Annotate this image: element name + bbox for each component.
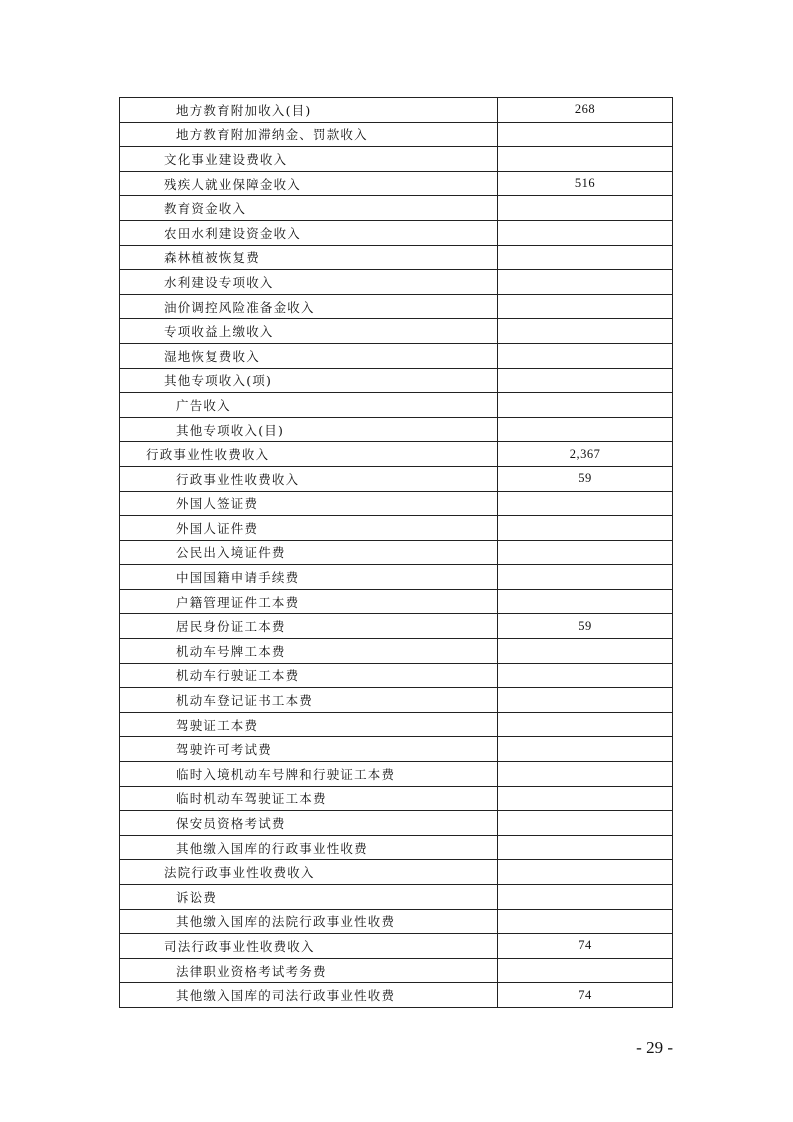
row-amount-cell bbox=[498, 958, 673, 983]
table-row bbox=[120, 762, 673, 787]
row-name-cell: 机动车行驶证工本费 bbox=[120, 663, 498, 688]
row-name-cell: 诉讼费 bbox=[120, 885, 498, 910]
row-name-cell: 其他专项收入(项) bbox=[120, 368, 498, 393]
row-amount-cell bbox=[498, 196, 673, 221]
row-name-cell: 其他缴入国库的司法行政事业性收费 bbox=[120, 983, 498, 1008]
table-row bbox=[120, 466, 673, 491]
row-amount-cell: 59 bbox=[498, 466, 673, 491]
table-row bbox=[120, 688, 673, 713]
row-amount-cell bbox=[498, 762, 673, 787]
row-amount-cell bbox=[498, 122, 673, 147]
page-number: - 29 - bbox=[636, 1038, 673, 1057]
table-row bbox=[120, 737, 673, 762]
row-amount-cell bbox=[498, 811, 673, 836]
budget-table bbox=[119, 97, 673, 1008]
row-amount-cell bbox=[498, 639, 673, 664]
row-amount-cell bbox=[498, 540, 673, 565]
row-name-cell: 户籍管理证件工本费 bbox=[120, 589, 498, 614]
row-amount-cell: 516 bbox=[498, 171, 673, 196]
row-amount-cell bbox=[498, 319, 673, 344]
row-name-cell: 文化事业建设费收入 bbox=[120, 147, 498, 172]
table-row bbox=[120, 639, 673, 664]
row-amount-cell: 59 bbox=[498, 614, 673, 639]
row-amount-cell bbox=[498, 663, 673, 688]
row-amount-cell bbox=[498, 589, 673, 614]
row-amount-cell bbox=[498, 368, 673, 393]
row-amount-cell bbox=[498, 491, 673, 516]
row-name-cell: 临时入境机动车号牌和行驶证工本费 bbox=[120, 762, 498, 787]
row-amount-cell bbox=[498, 712, 673, 737]
row-amount-cell bbox=[498, 343, 673, 368]
row-name-cell: 其他专项收入(目) bbox=[120, 417, 498, 442]
row-amount-cell bbox=[498, 786, 673, 811]
row-amount-cell bbox=[498, 885, 673, 910]
table-row bbox=[120, 220, 673, 245]
row-amount-cell bbox=[498, 835, 673, 860]
row-amount-cell bbox=[498, 688, 673, 713]
row-name-cell: 居民身份证工本费 bbox=[120, 614, 498, 639]
table-row bbox=[120, 171, 673, 196]
row-name-cell: 森林植被恢复费 bbox=[120, 245, 498, 270]
row-name-cell: 教育资金收入 bbox=[120, 196, 498, 221]
row-name-cell: 法律职业资格考试考务费 bbox=[120, 958, 498, 983]
table-row bbox=[120, 909, 673, 934]
row-amount-cell: 74 bbox=[498, 983, 673, 1008]
row-name-cell: 行政事业性收费收入 bbox=[120, 442, 498, 467]
row-name-cell: 公民出入境证件费 bbox=[120, 540, 498, 565]
table-body bbox=[120, 98, 673, 1008]
row-name-cell: 农田水利建设资金收入 bbox=[120, 220, 498, 245]
row-amount-cell bbox=[498, 220, 673, 245]
table-row bbox=[120, 98, 673, 123]
row-name-cell: 其他缴入国库的法院行政事业性收费 bbox=[120, 909, 498, 934]
table-row bbox=[120, 983, 673, 1008]
row-amount-cell: 268 bbox=[498, 98, 673, 123]
table-row bbox=[120, 565, 673, 590]
table-row bbox=[120, 368, 673, 393]
row-name-cell: 临时机动车驾驶证工本费 bbox=[120, 786, 498, 811]
row-amount-cell bbox=[498, 565, 673, 590]
row-amount-cell bbox=[498, 393, 673, 418]
table-row bbox=[120, 811, 673, 836]
row-name-cell: 专项收益上缴收入 bbox=[120, 319, 498, 344]
row-amount-cell bbox=[498, 909, 673, 934]
table-row bbox=[120, 540, 673, 565]
table-row bbox=[120, 614, 673, 639]
row-name-cell: 机动车登记证书工本费 bbox=[120, 688, 498, 713]
table-row bbox=[120, 122, 673, 147]
row-amount-cell bbox=[498, 147, 673, 172]
table-row bbox=[120, 270, 673, 295]
row-name-cell: 油价调控风险准备金收入 bbox=[120, 294, 498, 319]
row-name-cell: 广告收入 bbox=[120, 393, 498, 418]
table-row bbox=[120, 958, 673, 983]
row-name-cell: 机动车号牌工本费 bbox=[120, 639, 498, 664]
row-name-cell: 保安员资格考试费 bbox=[120, 811, 498, 836]
row-name-cell: 驾驶证工本费 bbox=[120, 712, 498, 737]
table-row bbox=[120, 589, 673, 614]
table-row bbox=[120, 196, 673, 221]
row-amount-cell bbox=[498, 245, 673, 270]
row-amount-cell bbox=[498, 417, 673, 442]
row-amount-cell: 2,367 bbox=[498, 442, 673, 467]
row-name-cell: 湿地恢复费收入 bbox=[120, 343, 498, 368]
row-amount-cell bbox=[498, 737, 673, 762]
table-row bbox=[120, 885, 673, 910]
table-row bbox=[120, 786, 673, 811]
row-amount-cell bbox=[498, 270, 673, 295]
table-row bbox=[120, 934, 673, 959]
row-amount-cell bbox=[498, 294, 673, 319]
table-row bbox=[120, 245, 673, 270]
row-name-cell: 其他缴入国库的行政事业性收费 bbox=[120, 835, 498, 860]
row-name-cell: 外国人签证费 bbox=[120, 491, 498, 516]
row-amount-cell bbox=[498, 860, 673, 885]
row-name-cell: 残疾人就业保障金收入 bbox=[120, 171, 498, 196]
table-row bbox=[120, 319, 673, 344]
table-row bbox=[120, 343, 673, 368]
table-row bbox=[120, 491, 673, 516]
row-amount-cell bbox=[498, 516, 673, 541]
row-name-cell: 中国国籍申请手续费 bbox=[120, 565, 498, 590]
table-row bbox=[120, 712, 673, 737]
row-name-cell: 司法行政事业性收费收入 bbox=[120, 934, 498, 959]
table-row bbox=[120, 516, 673, 541]
table-row bbox=[120, 835, 673, 860]
table-row bbox=[120, 860, 673, 885]
table-row bbox=[120, 417, 673, 442]
row-name-cell: 法院行政事业性收费收入 bbox=[120, 860, 498, 885]
table-row bbox=[120, 442, 673, 467]
row-name-cell: 驾驶许可考试费 bbox=[120, 737, 498, 762]
row-amount-cell: 74 bbox=[498, 934, 673, 959]
table-row bbox=[120, 294, 673, 319]
row-name-cell: 外国人证件费 bbox=[120, 516, 498, 541]
row-name-cell: 水利建设专项收入 bbox=[120, 270, 498, 295]
row-name-cell: 地方教育附加收入(目) bbox=[120, 98, 498, 123]
row-name-cell: 行政事业性收费收入 bbox=[120, 466, 498, 491]
row-name-cell: 地方教育附加滞纳金、罚款收入 bbox=[120, 122, 498, 147]
table-row bbox=[120, 393, 673, 418]
table-row bbox=[120, 663, 673, 688]
table-row bbox=[120, 147, 673, 172]
